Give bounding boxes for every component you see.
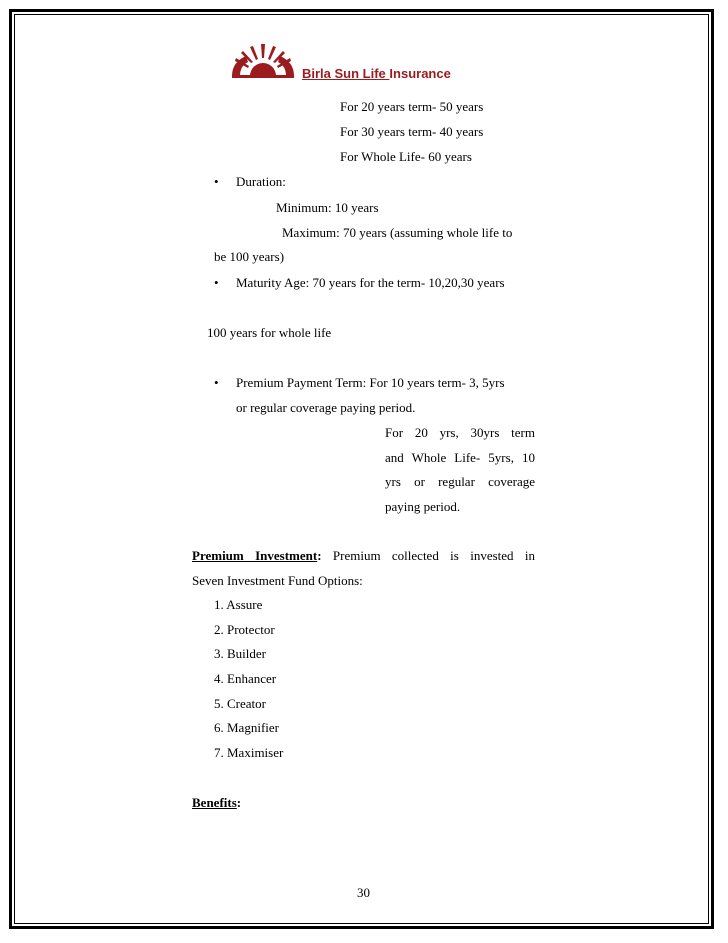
- premium-term-sub-3: yrs or regular coverage: [385, 474, 535, 489]
- entry-age-line-2: For 30 years term- 40 years: [340, 124, 484, 139]
- duration-label: Duration:: [236, 174, 286, 189]
- premium-term-sub-1: For 20 yrs, 30yrs term: [385, 425, 535, 440]
- brand-title: [302, 66, 451, 81]
- fund-item: 3. Builder: [214, 646, 266, 661]
- benefits-heading-line: [192, 795, 241, 811]
- benefits-colon: :: [236, 795, 242, 810]
- bullet-icon: •: [214, 275, 219, 290]
- fund-item: 6. Magnifier: [214, 720, 279, 735]
- investment-text-cont: Seven Investment Fund Options:: [192, 573, 363, 588]
- duration-minimum: Minimum: 10 years: [276, 200, 379, 215]
- investment-colon: :: [317, 548, 322, 563]
- maturity-age: Maturity Age: 70 years for the term- 10,20,30 years: [236, 275, 505, 290]
- duration-maximum-cont: be 100 years): [214, 249, 285, 264]
- fund-item: 1. Assure: [214, 597, 263, 612]
- fund-item: 2. Protector: [214, 622, 275, 637]
- entry-age-line-1: For 20 years term- 50 years: [340, 99, 484, 114]
- premium-term-line-2: or regular coverage paying period.: [236, 400, 416, 415]
- fund-item: 4. Enhancer: [214, 671, 277, 686]
- maturity-whole-life: 100 years for whole life: [207, 325, 332, 340]
- duration-maximum: Maximum: 70 years (assuming whole life to: [282, 225, 513, 240]
- benefits-heading: Benefits: [192, 795, 237, 810]
- bullet-icon: •: [214, 375, 219, 390]
- investment-heading: Premium Investment: [192, 548, 318, 563]
- page-number: 30: [357, 885, 370, 900]
- investment-paragraph: [192, 548, 535, 564]
- brand-title-rest: Insurance: [389, 66, 451, 81]
- premium-term-sub-2: and Whole Life- 5yrs, 10: [385, 450, 535, 465]
- premium-term-sub-4: paying period.: [385, 499, 461, 514]
- bullet-icon: •: [214, 174, 219, 189]
- entry-age-line-3: For Whole Life- 60 years: [340, 149, 472, 164]
- fund-item: 7. Maximiser: [214, 745, 284, 760]
- premium-term-line-1: Premium Payment Term: For 10 years term- 3, 5yrs: [236, 375, 505, 390]
- brand-title-underlined: Birla Sun Life: [302, 66, 390, 81]
- birla-sunrise-logo-icon: [228, 42, 298, 78]
- fund-item: 5. Creator: [214, 696, 266, 711]
- investment-text: Premium collected is invested in: [321, 548, 535, 563]
